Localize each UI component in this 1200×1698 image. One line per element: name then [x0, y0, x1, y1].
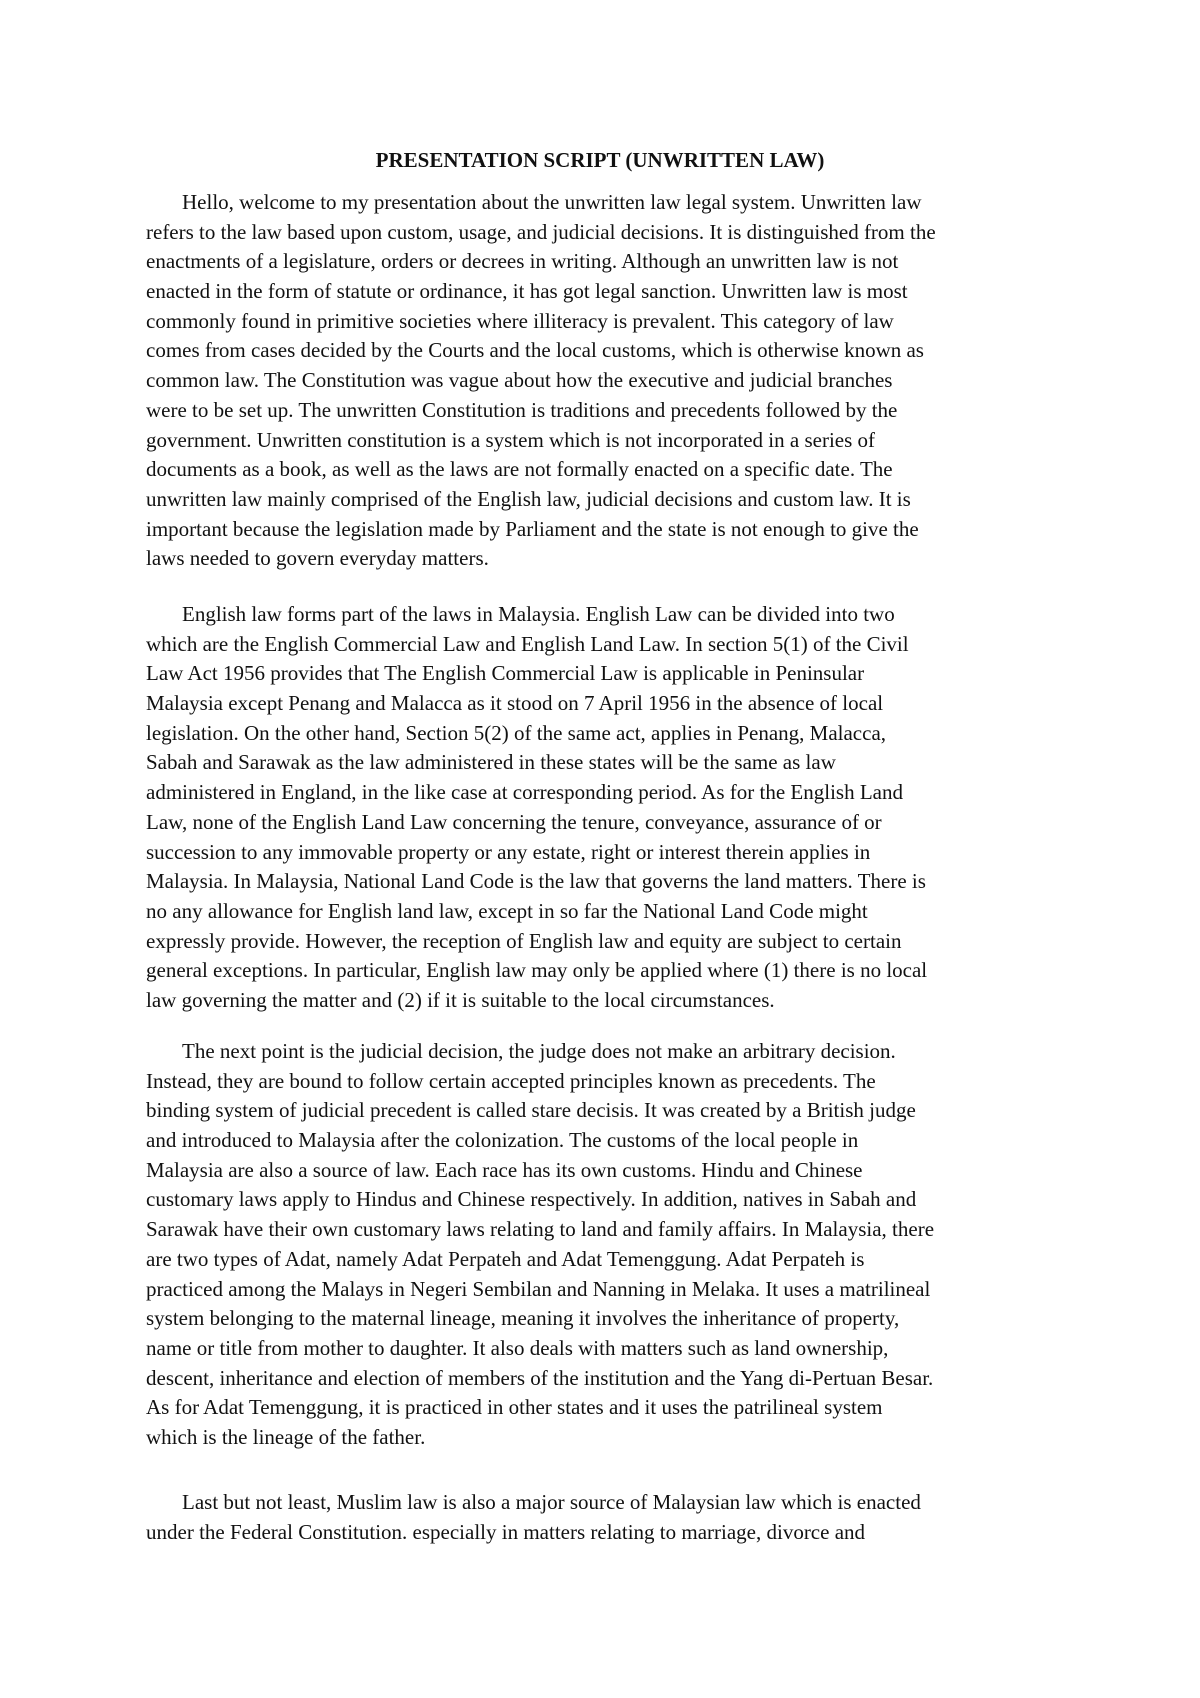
text-line: expressly provide. However, the reception of English law and equity are subject to certain — [146, 928, 902, 953]
text-line: English law forms part of the laws in Malaysia. English Law can be divided into two — [182, 602, 895, 626]
text-line: Law Act 1956 provides that The English Commercial Law is applicable in Peninsular — [146, 661, 865, 686]
text-line: enactments of a legislature, orders or decrees in writing. Although an unwritten law is not — [146, 249, 899, 274]
text-line: documents as a book, as well as the laws are not formally enacted on a specific date. The — [146, 457, 893, 482]
text-line: Malaysia are also a source of law. Each race has its own customs. Hindu and Chinese — [146, 1157, 863, 1182]
text-line: succession to any immovable property or any estate, right or interest therein applies in — [146, 839, 871, 864]
text-line: Sabah and Sarawak as the law administered in these states will be the same as law — [146, 750, 836, 775]
text-line: under the Federal Constitution. especially in matters relating to marriage, divorce and — [146, 1519, 866, 1544]
text-line: The next point is the judicial decision, the judge does not make an arbitrary decision. — [182, 1039, 896, 1063]
text-line: Instead, they are bound to follow certain accepted principles known as precedents. The — [146, 1068, 876, 1093]
text-line: customary laws apply to Hindus and Chinese respectively. In addition, natives in Sabah and — [146, 1187, 917, 1212]
text-line: legislation. On the other hand, Section 5(2) of the same act, applies in Penang, Malacca, — [146, 720, 887, 745]
text-line: which are the English Commercial Law and English Land Law. In section 5(1) of the Civil — [146, 631, 909, 656]
text-line: comes from cases decided by the Courts and the local customs, which is otherwise known as — [146, 338, 924, 363]
text-line: commonly found in primitive societies where illiteracy is prevalent. This category of law — [146, 308, 894, 333]
document-title: PRESENTATION SCRIPT (UNWRITTEN LAW) — [375, 148, 825, 172]
paragraph-english-law — [146, 600, 1066, 1016]
text-line: common law. The Constitution was vague about how the executive and judicial branches — [146, 368, 893, 393]
text-line: which is the lineage of the father. — [146, 1424, 426, 1449]
text-line: administered in England, in the like case at corresponding period. As for the English Land — [146, 780, 903, 805]
text-line: laws needed to govern everyday matters. — [146, 546, 489, 571]
text-line: important because the legislation made by Parliament and the state is not enough to give the — [146, 516, 919, 541]
text-line: refers to the law based upon custom, usage, and judicial decisions. It is distinguished from the — [146, 219, 936, 244]
text-line: law governing the matter and (2) if it is suitable to the local circumstances. — [146, 987, 775, 1012]
text-line: descent, inheritance and election of members of the institution and the Yang di-Pertuan Besar. — [146, 1365, 934, 1390]
text-line: unwritten law mainly comprised of the English law, judicial decisions and custom law. It is — [146, 486, 911, 511]
text-line: general exceptions. In particular, English law may only be applied where (1) there is no local — [146, 958, 928, 983]
paragraph-judicial-decision-customs — [146, 1037, 1066, 1453]
text-line: Last but not least, Muslim law is also a major source of Malaysian law which is enacted — [182, 1490, 921, 1514]
text-line: Hello, welcome to my presentation about the unwritten law legal system. Unwritten law — [182, 190, 922, 214]
text-line: were to be set up. The unwritten Constitution is traditions and precedents followed by the — [146, 397, 898, 422]
text-line: government. Unwritten constitution is a system which is not incorporated in a series of — [146, 427, 876, 452]
text-line: Law, none of the English Land Law concerning the tenure, conveyance, assurance of or — [146, 809, 882, 834]
paragraph-introduction — [146, 188, 1066, 574]
text-line: practiced among the Malays in Negeri Sembilan and Nanning in Melaka. It uses a matrilineal — [146, 1276, 931, 1301]
text-line: binding system of judicial precedent is called stare decisis. It was created by a British judge — [146, 1098, 916, 1123]
text-line: name or title from mother to daughter. It also deals with matters such as land ownership, — [146, 1335, 889, 1360]
text-line: and introduced to Malaysia after the colonization. The customs of the local people in — [146, 1128, 859, 1153]
text-line: are two types of Adat, namely Adat Perpateh and Adat Temenggung. Adat Perpateh is — [146, 1246, 865, 1271]
text-line: system belonging to the maternal lineage, meaning it involves the inheritance of property, — [146, 1306, 900, 1331]
text-line: Malaysia except Penang and Malacca as it stood on 7 April 1956 in the absence of local — [146, 691, 884, 716]
text-line: Sarawak have their own customary laws relating to land and family affairs. In Malaysia, there — [146, 1217, 935, 1242]
text-line: enacted in the form of statute or ordinance, it has got legal sanction. Unwritten law is most — [146, 279, 908, 304]
text-line: no any allowance for English land law, except in so far the National Land Code might — [146, 898, 868, 923]
text-line: Malaysia. In Malaysia, National Land Code is the law that governs the land matters. There is — [146, 869, 926, 894]
text-line: As for Adat Temenggung, it is practiced in other states and it uses the patrilineal system — [146, 1395, 883, 1420]
paragraph-muslim-law — [146, 1488, 1066, 1547]
